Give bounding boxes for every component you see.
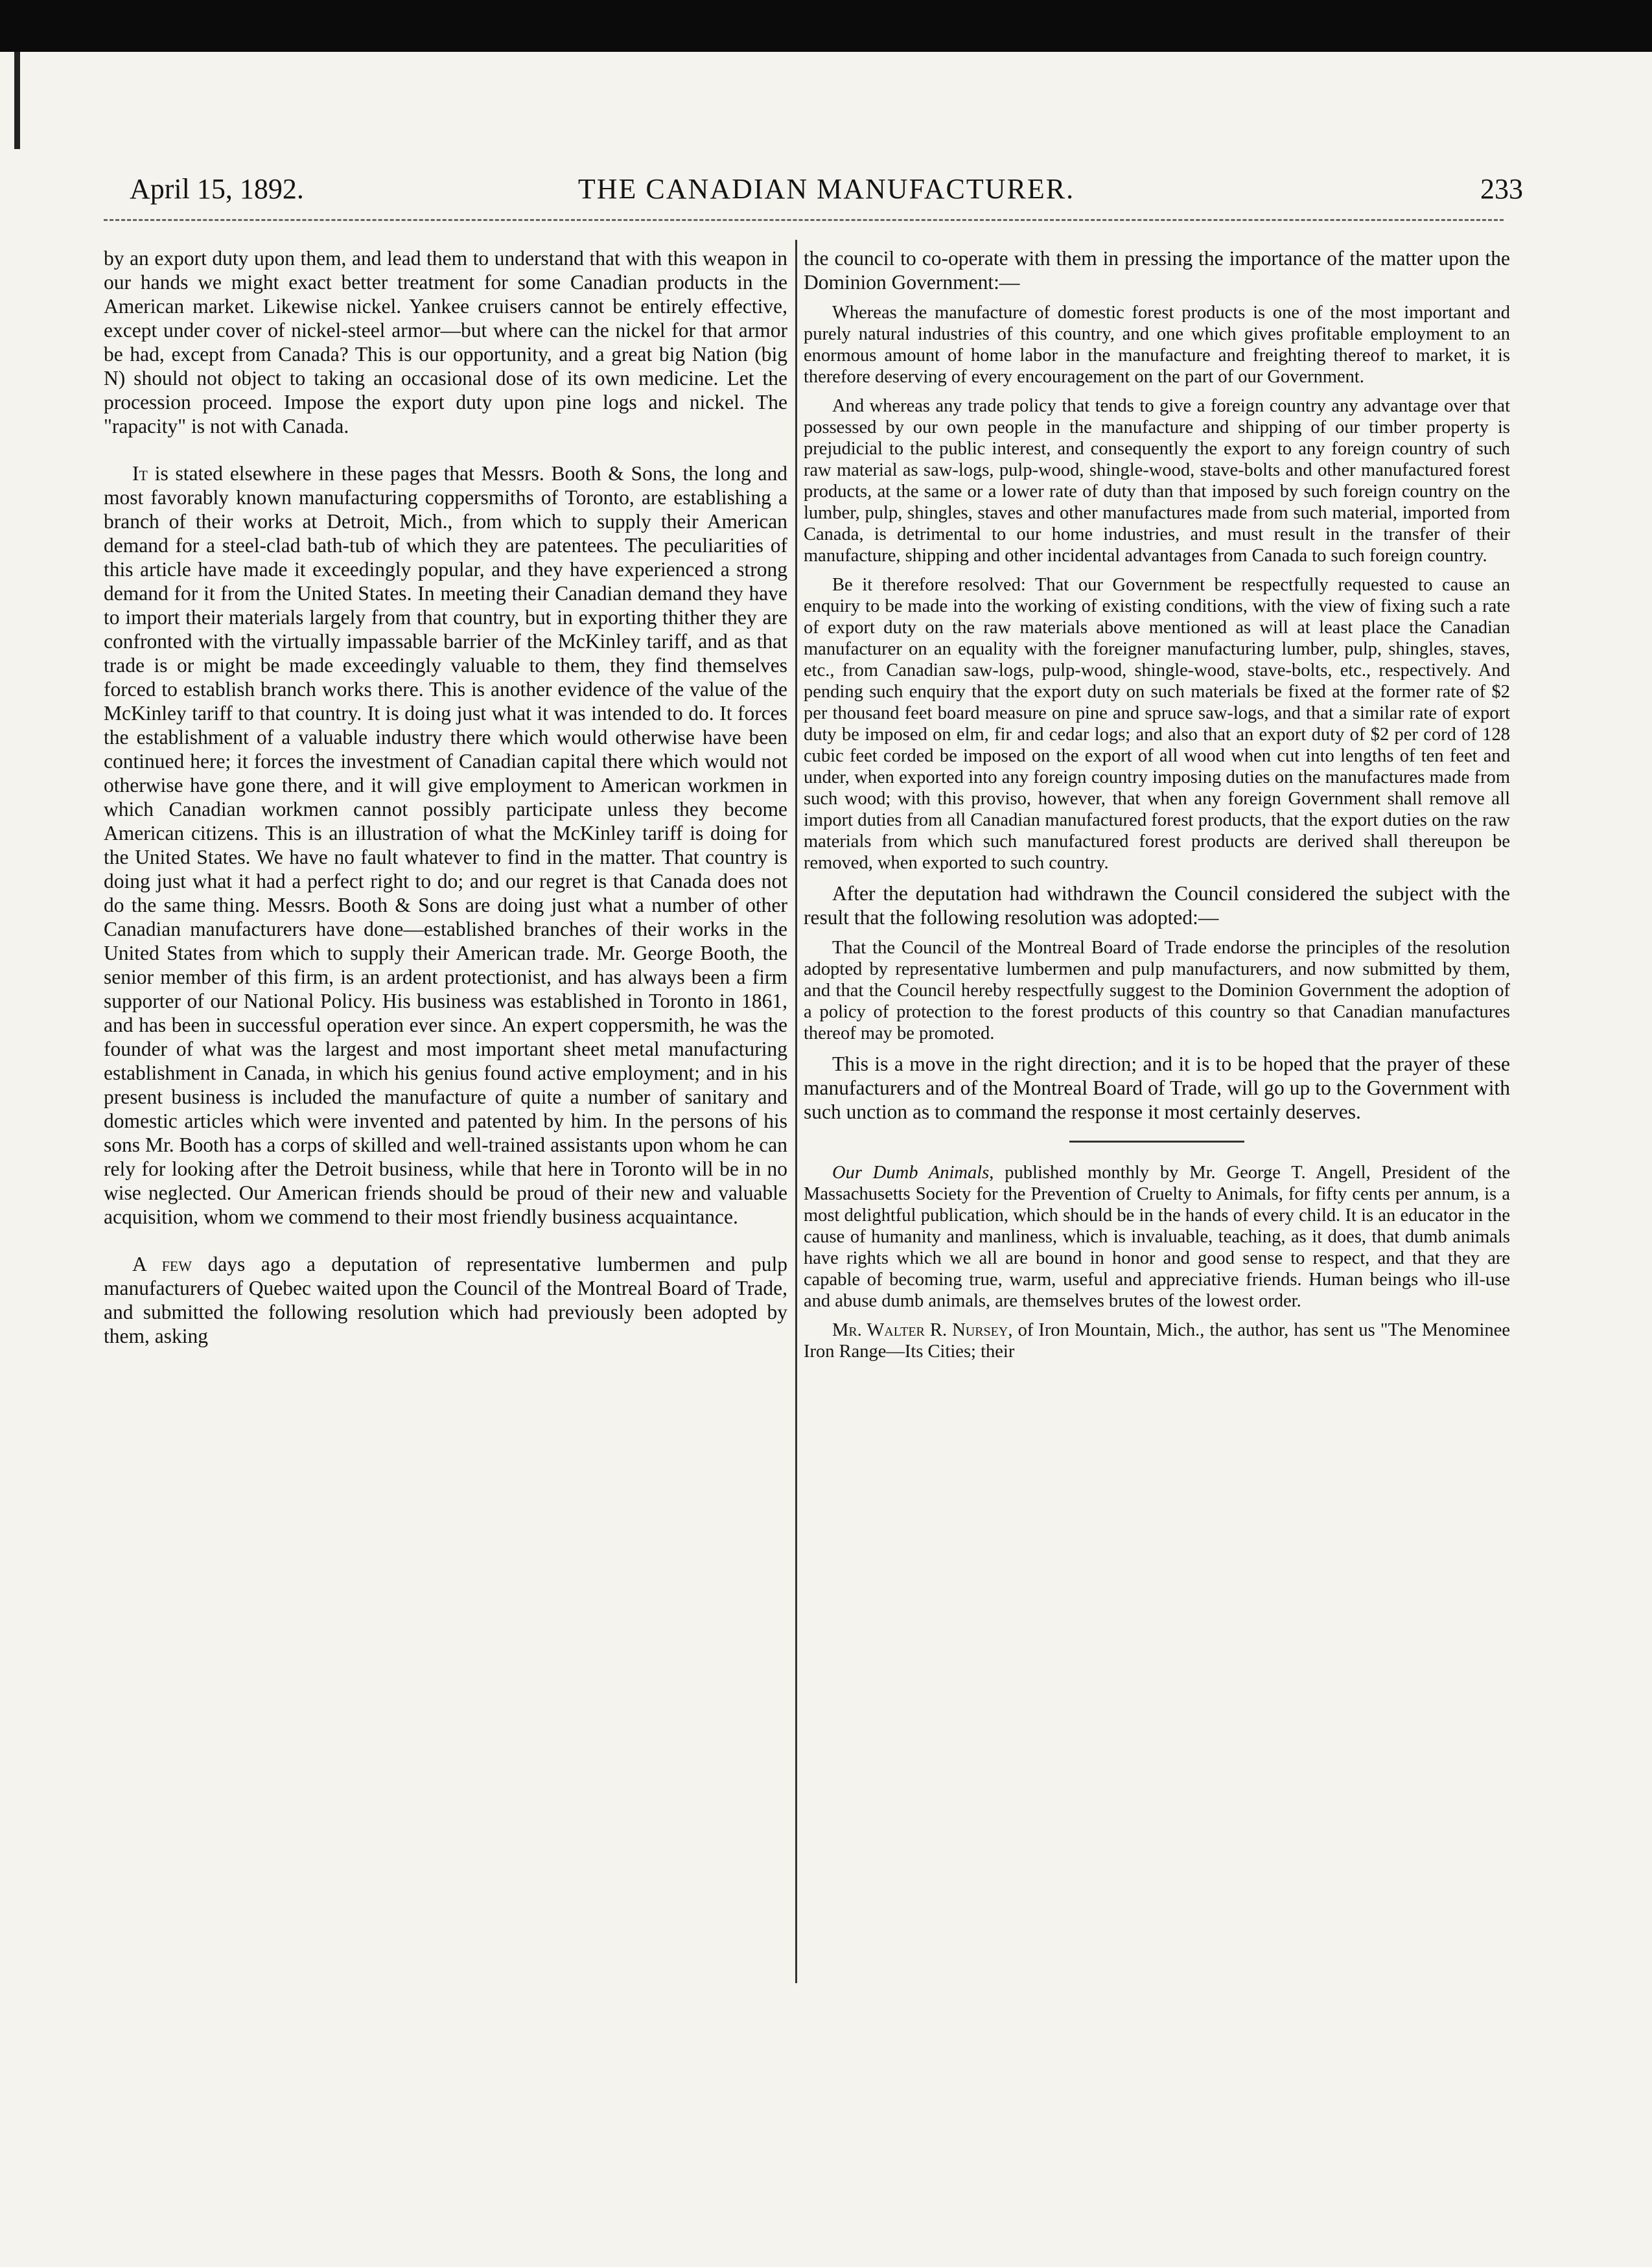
page-number: 233 (1480, 173, 1523, 205)
paragraph-body: days ago a deputation of representative lumbermen and pulp manufacturers of Quebec waited upon the Council of the Montreal Board of Trade, and submitted the following resolution which had previously been adopted by them, asking (104, 1253, 787, 1347)
paragraph-export-duty: by an export duty upon them, and lead them to understand that with this weapon in our hands we might exact better treatment for some Canadian products in the American market. Likewise nickel. Yankee cruisers cannot be entirely effective, except under cover of nickel-steel armor—but where can the nickel for that armor be had, except from Canada? This is our opportunity, and a great big Nation (big N) should not object to taking an occasional dose of its own medicine. Let the procession proceed. Impose the export duty upon pine logs and nickel. The "rapacity" is not with Canada. (104, 247, 787, 437)
section-divider (1069, 1141, 1244, 1143)
issue-date: April 15, 1892. (130, 173, 304, 205)
resolution-whereas: Whereas the manufacture of domestic forest products is one of the most important and purely natural industries of this country, and one which gives profitable employment to an enormous amount of home labor in the manufacture and freighting thereof to market, it is therefore deserving of every encouragement on the part of our Government. (804, 303, 1510, 387)
right-column (804, 246, 1510, 2216)
paragraph-lead-word: A few (132, 1253, 192, 1275)
binding-mark (14, 52, 20, 149)
paragraph-deputation (104, 1252, 787, 1348)
header-rule (104, 219, 1504, 221)
paragraph-nursey (804, 1320, 1510, 1362)
paragraph-booth-sons (104, 461, 787, 1229)
journal-title: THE CANADIAN MANUFACTURER. (577, 173, 1075, 205)
paragraph-dumb-animals (804, 1162, 1510, 1312)
paragraph-body: is stated elsewhere in these pages that Messrs. Booth & Sons, the long and most favorably known manufacturing coppersmiths of Toronto, are establishing a branch of their works at Detroit, Mich., from which to supply their American demand for a steel-clad bath-tub of which they are patentees. The peculiarities of this article have made it exceedingly popular, and they have experienced a strong demand for it from the United States. In meeting their Canadian demand they have to import their materials largely from that country, but in exporting thither they are confronted with the virtually impassable barrier of the McKinley tariff, and as that trade is or might be made exceedingly valuable to them, they find themselves forced to establish branch works there. This is another evidence of the value of the McKinley tariff to that country. It is doing just what it was intended to do. It forces the establishment of a valuable industry there which would otherwise have been continued here; it forces the investment of Canadian capital there which would not otherwise have gone there, and it will give employment to American workmen in which Canadian workmen cannot possibly participate unless they become American citizens. This is an illustration of what the McKinley tariff is doing for the United States. We have no fault whatever to find in the matter. That country is doing just what it had a perfect right to do; and our regret is that Canada does not do the same thing. Messrs. Booth & Sons are doing just what a number of other Canadian manufacturers have done—established branches of their works in the United States from which to supply their American trade. Mr. George Booth, the senior member of this firm, is an ardent protectionist, and has always been a firm supporter of our National Policy. His business was established in Toronto in 1861, and has been in successful operation ever since. An expert coppersmith, he was the founder of what was the largest and most important sheet metal manufacturing establishment in Canada, in which his genius found active employment; and in his present business is included the manufacture of quite a number of sanitary and domestic articles which were invented and patented by him. In the persons of his sons Mr. Booth has a corps of skilled and well-trained assistants upon whom he can rely for looking after the Detroit business, while that here in Toronto will be in no wise neglected. Our American friends should be proud of their new and valuable acquisition, whom we commend to their most friendly business acquaintance. (104, 462, 787, 1228)
paragraph-body: , published monthly by Mr. George T. Angell, President of the Massachusetts Society for the Prevention of Cruelty to Animals, for fifty cents per annum, is a most delightful publication, which should be in the hands of every child. It is an educator in the cause of humanity and manliness, which is invaluable, teaching, as it does, that dumb animals have rights which we all are bound in honor and good sense to respect, and that they are capable of becoming true, warm, useful and appreciative friends. Human beings who ill-use and abuse dumb animals, are themselves brutes of the lowest order. (804, 1163, 1510, 1311)
paragraph-council: the council to co-operate with them in pressing the importance of the matter upon the Dominion Government:— (804, 247, 1510, 294)
publication-title: Our Dumb Animals (832, 1163, 990, 1183)
resolution-and-whereas: And whereas any trade policy that tends to give a foreign country any advantage over that possessed by our own people in the manufacture and shipping of our timber property is prejudicial to the public interest, and consequently the export to any foreign country of such raw material as saw-logs, pulp-wood, shingle-wood, stave-bolts and other manufactured forest products, at the same or a lower rate of duty than that imposed by such foreign country on the lumber, pulp, shingles, staves and other manufactures made from such material, imported from Canada, is detrimental to our home industries, and must result in the transfer of their manufacture, shipping and other incidental advantages from Canada to such foreign country. (804, 396, 1510, 566)
paragraph-after-deputation: After the deputation had withdrawn the Council considered the subject with the result that the following resolution was adopted:— (804, 882, 1510, 929)
paragraph-body: , of Iron Mountain, Mich., the author, has sent us "The Menominee Iron Range—Its Cities; their (804, 1320, 1510, 1362)
column-divider (795, 240, 797, 1983)
paragraph-lead-word: It (132, 462, 148, 485)
page-header (130, 170, 1523, 209)
resolution-be-it-resolved: Be it therefore resolved: That our Government be respectfully requested to cause an enquiry to be made into the working of existing conditions, with the view of fixing such a rate of export duty on the raw materials above mentioned as will at least place the Canadian manufacturer on an equality with the foreigner manufacturing lumber, pulp, shingles, staves, etc., from Canadian saw-logs, pulp-wood, shingle-wood, stave-bolts, etc., respectively. And pending such enquiry that the export duty on such materials be fixed at the former rate of $2 per thousand feet board measure on pine and spruce saw-logs, and that a similar rate of export duty be imposed on elm, fir and cedar logs; and also that an export duty of $2 per cord of 128 cubic feet corded be imposed on the export of all wood when cut into lengths of ten feet and under, when exported into any foreign country imposing duties on the manufactures made from such wood; with this proviso, however, that when any foreign Government shall remove all import duties from all Canadian manufactured forest products, that the export duties on the raw materials from which such manufactured forest products are derived shall thereupon be removed, when exported to such country. (804, 575, 1510, 873)
resolution-council-endorse: That the Council of the Montreal Board of Trade endorse the principles of the resolution adopted by representative lumbermen and pulp manufacturers, and now submitted by them, and that the Council hereby respectfully suggest to the Dominion Government the adoption of a policy of protection to the forest products of this country so that Canadian manufactures thereof may be promoted. (804, 938, 1510, 1043)
person-name: Mr. Walter R. Nursey (832, 1320, 1008, 1340)
paragraph-right-direction: This is a move in the right direction; and it is to be hoped that the prayer of these manufacturers and of the Montreal Board of Trade, will go up to the Government with such unction as to command the response it most certainly deserves. (804, 1052, 1510, 1123)
left-column (104, 246, 787, 2216)
top-black-border (0, 0, 1652, 52)
